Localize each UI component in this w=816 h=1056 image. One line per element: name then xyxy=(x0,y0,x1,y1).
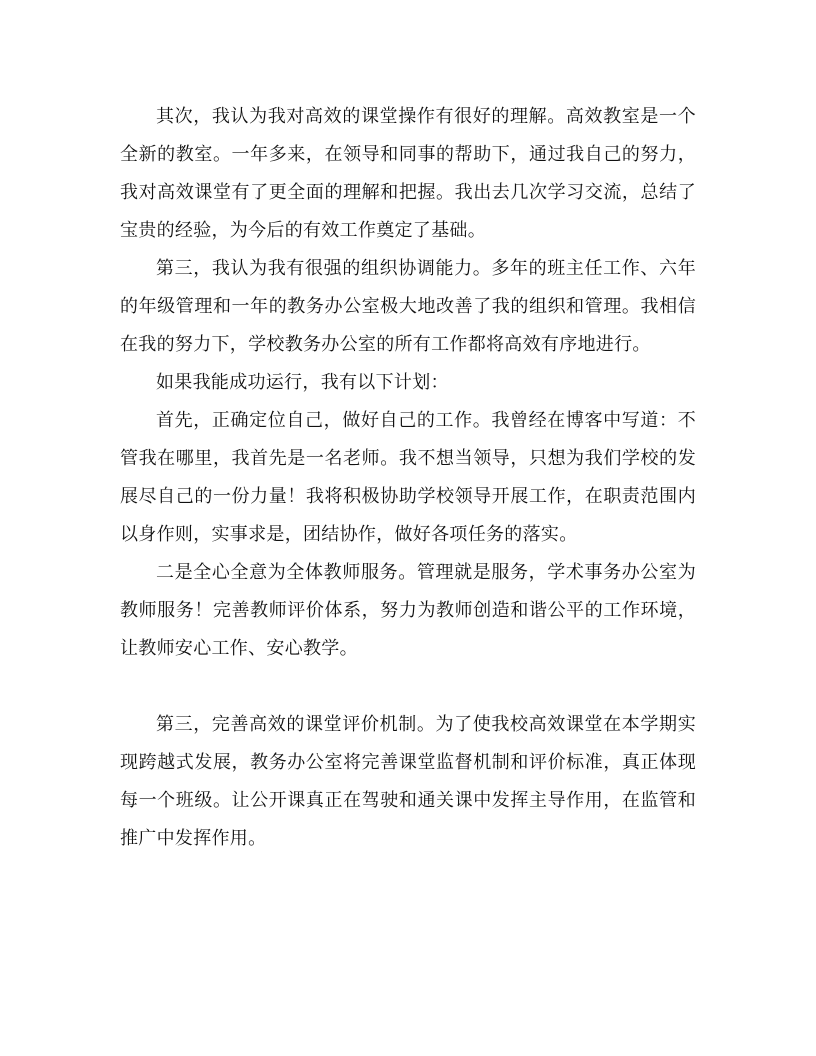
paragraph-plan-intro: 如果我能成功运行，我有以下计划： xyxy=(156,372,449,393)
paragraph-plan-first: 首先，正确定位自己，做好自己的工作。我曾经在博客中写道：不管我在哪里，我首先是一名老师。我不想当领导，只想为我们学校的发展尽自己的一份力量！我将积极协助学校领导开展工作，在职责范围内以身作则，实事求是，团结协作，做好各项任务的落实。 xyxy=(120,410,696,545)
paragraph-classroom-understanding: 其次，我认为我对高效的课堂操作有很好的理解。高效教室是一个全新的教室。一年多来，在领导和同事的帮助下，通过我自己的努力，我对高效课堂有了更全面的理解和把握。我出去几次学习交流，总结了宝贵的经验，为今后的有效工作奠定了基础。 xyxy=(120,106,696,241)
paragraph-plan-third: 第三，完善高效的课堂评价机制。为了使我校高效课堂在本学期实现跨越式发展，教务办公室将完善课堂监督机制和评价标准，真正体现每一个班级。让公开课真正在驾驶和通关课中发挥主导作用，在监管和推广中发挥作用。 xyxy=(120,714,696,849)
document-body xyxy=(120,98,696,858)
paragraph-gap xyxy=(120,668,696,706)
paragraph-plan-second: 二是全心全意为全体教师服务。管理就是服务，学术事务办公室为教师服务！完善教师评价体系，努力为教师创造和谐公平的工作环境，让教师安心工作、安心教学。 xyxy=(120,562,696,659)
paragraph-organization-ability: 第三，我认为我有很强的组织协调能力。多年的班主任工作、六年的年级管理和一年的教务办公室极大地改善了我的组织和管理。我相信在我的努力下，学校教务办公室的所有工作都将高效有序地进行。 xyxy=(120,258,696,355)
